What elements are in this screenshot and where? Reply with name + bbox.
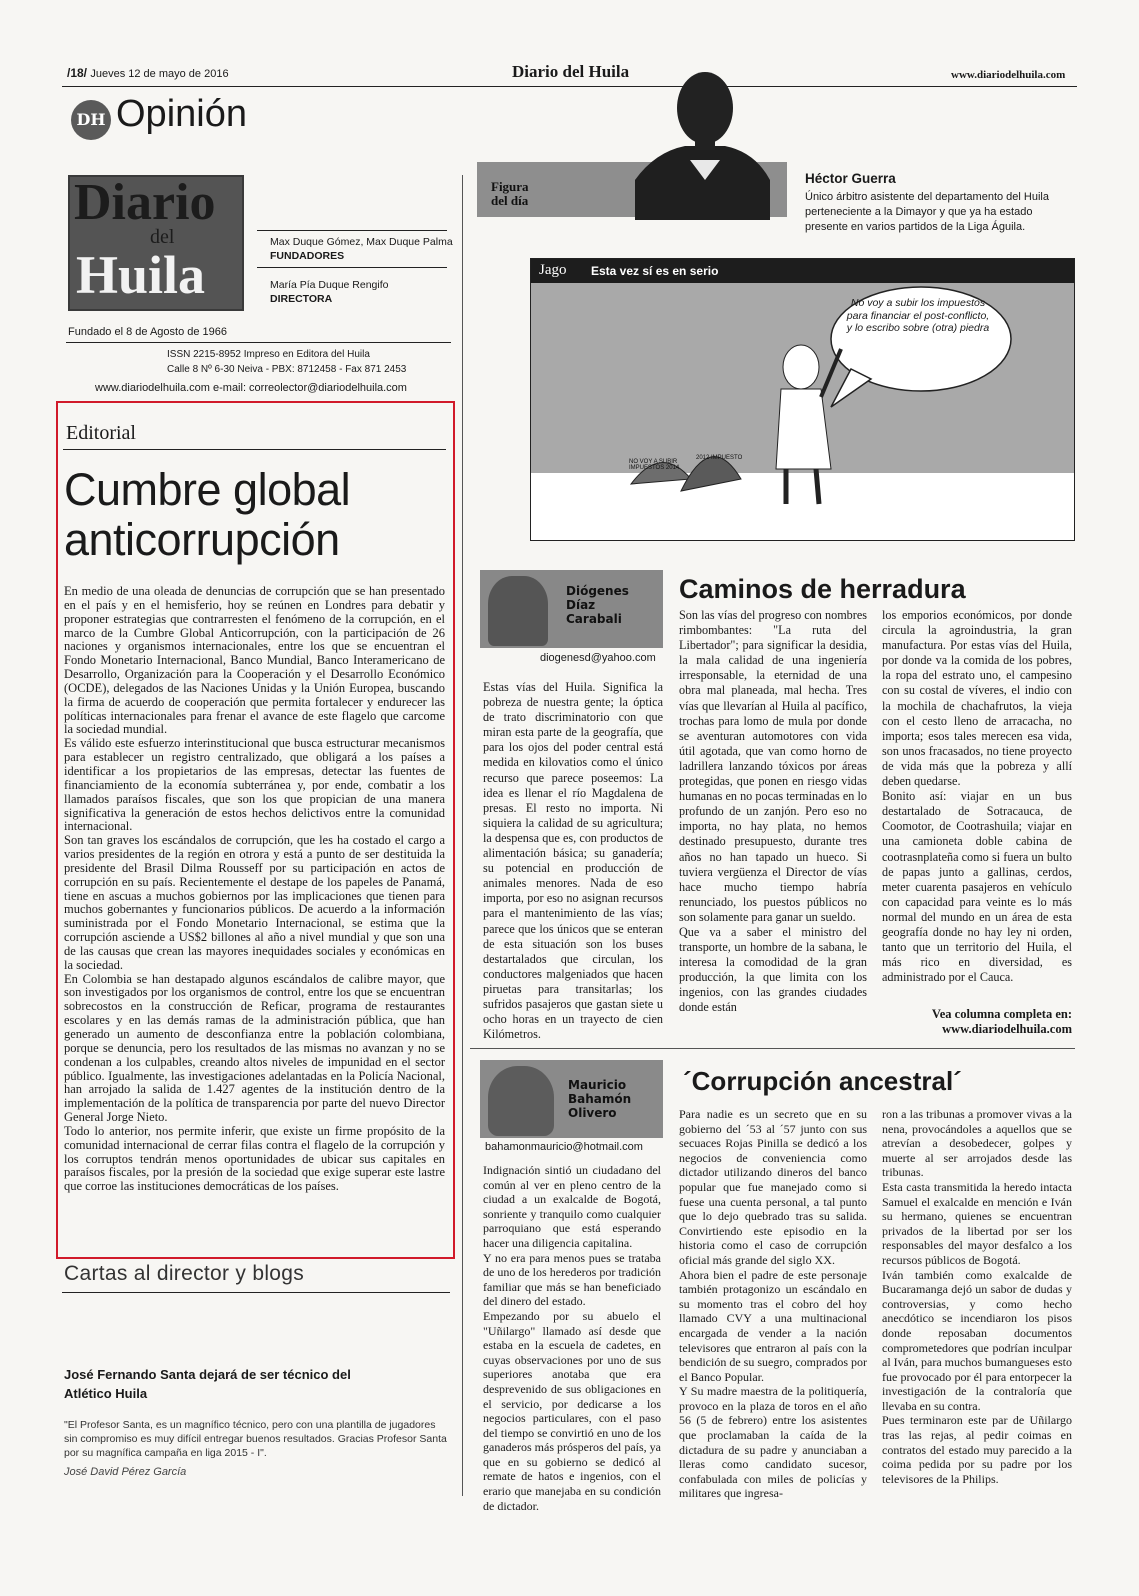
column2-author-line1: Mauricio [568, 1078, 627, 1092]
column1-paragraph: Son las vías del progreso con nombres rimbombantes: "La ruta del Libertador"; para significar la desidia, la mala calidad de una ingeniería irresponsable, la eternidad de una obra mal planeada, mal hecha. Tres vías que llevarían al Huila al pacífico, trochas para lomo de mula por donde se aventuran automotores con vida útil agotada, que van como horno de ladrillera lanzando tóxicos por áreas protegidas, que ponen en riesgo vidas humanas en no pocas terminadas en lo profundo de un zanjón. Pero eso no importa, no hay plata, no hemos destinado presupuesto, durante tres años no han tapado un hueco. Si tuviera vergüenza el Director de vías hace mucho tiempo habría renunciado, los puestos públicos no son solamente para ganar un sueldo. [679, 608, 867, 924]
logo-word-diario: Diario [74, 174, 216, 231]
column1-paragraph: Bonito así: viajar en un bus destartalado de Sotracauca, de Coomotor, de Cootrashuila; viajar en una camioneta doble cabina de cootrasnplateña como si fuera un bulto de papas junto a gallinas, cerdos, meter cuarenta pasajeros en vehículo con capacidad para veinte es lo más normal del mundo en un área de esta geografía donde no hay ley ni orden, tanto que un territorio del Huila, el más rico en diversidad, es administrado por el Cauca. [882, 789, 1072, 985]
figura-name: Héctor Guerra [805, 171, 896, 186]
cartoon-author: Jago [539, 262, 567, 278]
column1-more [882, 1007, 1072, 1037]
editorial-paragraph: En Colombia se han destapado algunos escándalos de calibre mayor, que son investigados por los organismos de control, entre los que se encuentran sobrecostos en la construcción de Reficar, programa de restaurantes escolares y en las demás ramas de la administración pública, que han generado un aumento de desconfianza entre la población colombiana, porque se denuncia, pero los resultados de las mismas no avanzan y no se condenan a los culpables, creando altos niveles de impunidad en el sector público. Igualmente, las investigaciones adelantadas en la Policía Nacional, han arrojado la salida de 1.427 agentes de la institución dentro de la implementación de la política de transparencia por parte del nuevo Director General Jorge Nieto. [64, 971, 445, 1125]
editorial-paragraph: Todo lo anterior, nos permite inferir, que existe un firme propósito de la comunidad internacional de cerrar filas contra el flagelo de la corrupción y los corruptos tendrán menos oportunidades de ubicar sus capitales en paraísos fiscales, por la presión de la sociedad que exige superar este lastre que corroe las instituciones democráticas de los países. [64, 1123, 445, 1194]
column2-paragraph: Indignación sintió un ciudadano del común al ver en pleno centro de la ciudad a un exalcalde de Bogotá, sonriente y tranquilo como cualquier parroquiano que está esperando hacer una diligencia capitalina. [483, 1163, 661, 1250]
stone-text-left: NO VOY A SUBIR IMPUESTOS 2014 [629, 459, 680, 471]
column2-email[interactable]: bahamonmauricio@hotmail.com [485, 1141, 643, 1153]
column1-text-c [882, 608, 1072, 985]
column1-author-photo [480, 570, 663, 648]
director-name: María Pía Duque Rengifo [270, 279, 389, 291]
page-number: /18/ [67, 66, 88, 80]
figura-label-line2: del día [491, 193, 529, 208]
figure-legs [786, 469, 819, 504]
letters-section-title: Cartas al director y blogs [64, 1262, 305, 1285]
editorial-headline-line1: Cumbre global [64, 464, 351, 515]
column2-paragraph: Empezando por su abuelo el "Uñilargo" llamado así desde que estaba en la escuela de cadetes, en cuyas observaciones por uno de sus superiores anotaba que era desprevenido de sus obligaciones en el servicio, por dedicarse a los negocios particulares, con el paso del tiempo se convirtió en uno de los ganaderos más prósperos del país, ya que en su gobierno se dedicó al remate de hatos e ingenios, con el erario que manejaba en su condición de dictador. [483, 1308, 661, 1513]
cartoon-title: Esta vez sí es en serio [591, 264, 719, 278]
columns-divider [470, 1048, 1075, 1049]
column1-author-line3: Carabali [566, 612, 622, 626]
column1-more-label: Vea columna completa en: [931, 1007, 1072, 1021]
column2-paragraph: Ahora bien el padre de este personaje también protagonizo un escándalo en su momento tras el cobro del hoy llamado CVY a una multinacional encargada de vender a la nación televisores que entraron al país con la bendición de su suegro, comprados por el Banco Popular. [679, 1267, 867, 1384]
editorial-paragraph: Es válido este esfuerzo interinstitucional que busca estructurar mecanismos para establecer un registro centralizado, que obligará a los países a identificar a los propietarios de las empresas, detectar las fuentes de financiamiento de la economía subterránea y, por ende, combatir a los llamados paraísos fiscales, que son los que propician de una manera significativa la generación de estos hechos delictivos entre la comunidad internacional. [64, 736, 445, 834]
column2-paragraph: Pues terminaron este par de Uñilargo tras las rejas, al pedir coimas en contratos del estado muy parecido a la coima pedida por su padre por los televisores de la Philips. [882, 1413, 1072, 1486]
figure-body [776, 389, 831, 469]
column2-paragraph: ron a las tribunas a promover vivas a la nena, provocándoles a aquellos que se atrevían a desobedecer, golpes y muerte al ser arrojados desde las tribunas. [882, 1107, 1072, 1180]
founded-date: Fundado el 8 de Agosto de 1966 [68, 326, 228, 338]
figura-label [491, 180, 529, 208]
figura-label-line1: Figura [491, 179, 529, 194]
column2-text-a [483, 1163, 661, 1513]
column2-paragraph: Esta casta transmitida la heredo intacta Samuel el exalcalde en mención e Iván su hermano, quienes se encuentran privados de la libertad por ser los responsables del mayor desfalco a los recursos públicos de Bogotá. [882, 1179, 1072, 1267]
column2-author-name [568, 1078, 631, 1120]
column1-author-face [488, 576, 548, 646]
column2-paragraph: Y Su madre maestra de la politiquería, provoco en la plaza de toros en el año 56 (5 de febrero) entre los asistentes que proclamaban la caída de la dictadura de su padre y anunciaban a lleras como candidato sucesor, confabulada con miles de policías y militares que ingresa- [679, 1384, 867, 1501]
portrait-neck [695, 136, 715, 150]
logo-word-huila: Huila [76, 245, 206, 305]
figura-description: Único árbitro asistente del departamento del Huila perteneciente a la Dimayor y que ya ha estado presente en varios partidos de la Liga Águila. [805, 191, 1049, 233]
column1-email[interactable]: diogenesd@yahoo.com [540, 652, 656, 664]
founders-label: FUNDADORES [270, 250, 345, 262]
stone-text-right: 2012 IMPUESTO [696, 455, 743, 461]
editorial-paragraph: Son tan graves los escándalos de corrupción, que les ha costado el cargo a varios presidentes de la región en otrora y está a punto de ser destituida la presidente del Brasil Dilma Rousseff por su participación en actos de corrupción en su país. Recientemente el destape de los papeles de Panamá, tiene en ascuas a muchos gobiernos por las implicaciones que tienen para muchos gobernantes y funcionarios públicos. De acuerdo a la información suministrada por el Fondo Monetario Internacional, se estima que la corrupción asciende a US$2 billones al año a nivel mundial y que son una de las causas que crean las mayores inequidades sociales y económicas en la sociedad. [64, 833, 445, 972]
column2-headline: ´Corrupción ancestral´ [683, 1066, 962, 1096]
column1-author-name [566, 584, 629, 626]
section-title: Opinión [116, 93, 247, 135]
header-website[interactable]: www.diariodelhuila.com [951, 69, 1066, 81]
founders-names: Max Duque Gómez, Max Duque Palma [270, 236, 453, 248]
editorial-paragraph: En medio de una oleada de denuncias de corrupción que se han presentado en el país y en el hemisferio, hoy se reúnen en Londres para debatir y proponer estrategias que contrarresten el fenómeno de la corrupción, en el marco de la Cumbre Global Anticorrupción, con la participación de 26 naciones y organismos internacionales, entre los que se encuentran el Fondo Monetario Internacional, Banco Mundial, Banco Interamericano de Desarrollo, Organización para la Cooperación y el Desarrollo Económico (OCDE), delegados de las Naciones Unidas y la Unión Europea, buscando la firma de acuerdo de cooperación que permita fortalecer y endurecer las políticas internacionales para frenar el avance de este flagelo que carcome la sociedad mundial. [64, 584, 445, 737]
web-email[interactable]: www.diariodelhuila.com e-mail: correolector@diariodelhuila.com [95, 382, 407, 394]
letter-signature: José David Pérez García [64, 1466, 187, 1478]
column2-paragraph: Iván también como exalcalde de Bucaramanga dejó un sabor de dudas y controversias, y como hecho anecdótico se incendiaron los pisos donde reposaban documentos comprometedores que podrían inculpar al Iván, para muchos bumangueses esto fue provocado por él para entorpecer la investigación de la contraloría que llevaba en su contra. [882, 1267, 1072, 1413]
column2-text-c [882, 1107, 1072, 1486]
editorial-body [64, 585, 445, 1194]
column1-headline: Caminos de herradura [679, 574, 966, 604]
editorial-label: Editorial [66, 422, 136, 444]
letter-body: "El Profesor Santa, es un magnífico técnico, pero con una plantilla de jugadores sin compromiso es muy difícil entregar buenos resultados. Gracias Profesor Santa por su magnífica campaña en liga 2015 - I". [64, 1419, 447, 1459]
figure-head [783, 345, 819, 389]
figura-portrait [615, 60, 790, 220]
issn: ISSN 2215-8952 Impreso en Editora del Huila [167, 349, 370, 360]
column2-author-line3: Olivero [568, 1106, 617, 1120]
column1-text-b [679, 608, 867, 1016]
column2-author-face [488, 1066, 554, 1136]
page-date: Jueves 12 de mayo de 2016 [90, 68, 229, 80]
address: Calle 8 Nº 6-30 Neiva - PBX: 8712458 - Fax 871 2453 [167, 364, 407, 375]
letters-rule-top [62, 1292, 450, 1293]
page-header-left [67, 66, 229, 80]
letter-headline: José Fernando Santa dejará de ser técnico del Atlético Huila [64, 1367, 351, 1401]
editorial-headline [64, 465, 350, 565]
portrait-head [677, 72, 733, 144]
column1-author-line2: Díaz [566, 598, 596, 612]
cartoon-frame [530, 258, 1075, 541]
masthead-rule-2 [257, 267, 447, 268]
column1-paragraph: los emporios económicos, por donde circula la agroindustria, la gran manufactura. Por estas vías del Huila, por donde va la comida de los pobres, la ropa del estrato uno, el campesino con su costal de víveres, el indio con la mochila de chachafrutos, la vieja con el cesto lleno de arracacha, no importa; esos tales merecen esa vida, son unos fracasados, no tiene proyecto de vida más que la pobreza y allí deben quedarse. [882, 608, 1072, 789]
figure-arm [821, 349, 841, 397]
column1-more-url[interactable]: www.diariodelhuila.com [942, 1022, 1072, 1036]
column1-paragraph: Que va a saber el ministro del transporte, un hombre de la sabana, le interesa la comodidad de la gran producción, la que limita con los ingenios, con las grandes ciudades donde están [679, 924, 867, 1015]
column2-text-b [679, 1107, 867, 1501]
logo-word-del: del [150, 226, 175, 248]
dh-logo-icon: DH [71, 100, 111, 140]
masthead-rule-3 [66, 342, 451, 343]
masthead-rule-1 [257, 230, 447, 231]
column2-paragraph: Para nadie es un secreto que en su gobierno del ´53 al ´57 junto con sus secuaces Rojas Pinilla se dedicó a los negocios de conveniencia como dictador utilizando dineros del banco popular que fue manejado como si fuese una cuenta personal, a tal punto que lo dejo quebrado tras su salida. Convirtiendo este episodio en la historia como el caso de corrupción oficial más grande del siglo XX. [679, 1107, 867, 1267]
cartoon-speech: No voy a subir los impuestos para financiar el post-conflicto, y lo escribo sobre (otra) piedra [846, 297, 990, 334]
portrait-shirt [635, 146, 770, 220]
column1-author-line1: Diógenes [566, 584, 629, 598]
editorial-rule [63, 449, 446, 450]
paper-name: Diario del Huila [512, 62, 630, 81]
column1-text-a: Estas vías del Huila. Significa la pobreza de nuestra gente; la óptica de trato discriminatorio con que miran esta parte de la geografía, que para los ojos del poder central está medida en kilovatios como el único recurso que parece poseemos: La idea es llenar el río Magdalena de presas. El resto no importa. Ni siquiera la calidad de su agricultura; la despensa que es, con productos de alimentación básica; su ganadería; su potencial en producción de animales menores. Nada de eso importa, por eso no asignan recursos para el mantenimiento de las vías; parece que los únicos que se enteran de esta situación son los buses destartalados que circulan, los conductores malgeniados que hacen piruetas para transitarlas; los sufridos pasajeros que gastan siete u ocho horas en un trayecto de cien Kilómetros. [483, 680, 663, 1042]
director-label: DIRECTORA [270, 293, 333, 305]
column2-paragraph: Y no era para menos pues se trataba de uno de los herederos por tradición familiar que más se han beneficiado del dinero del estado. [483, 1250, 661, 1309]
masthead-logo [68, 175, 244, 311]
column2-author-line2: Bahamón [568, 1092, 632, 1106]
column2-author-photo [480, 1060, 663, 1138]
editorial-headline-line2: anticorrupción [64, 514, 340, 565]
column-divider [462, 175, 463, 1496]
header-rule [62, 86, 1077, 87]
